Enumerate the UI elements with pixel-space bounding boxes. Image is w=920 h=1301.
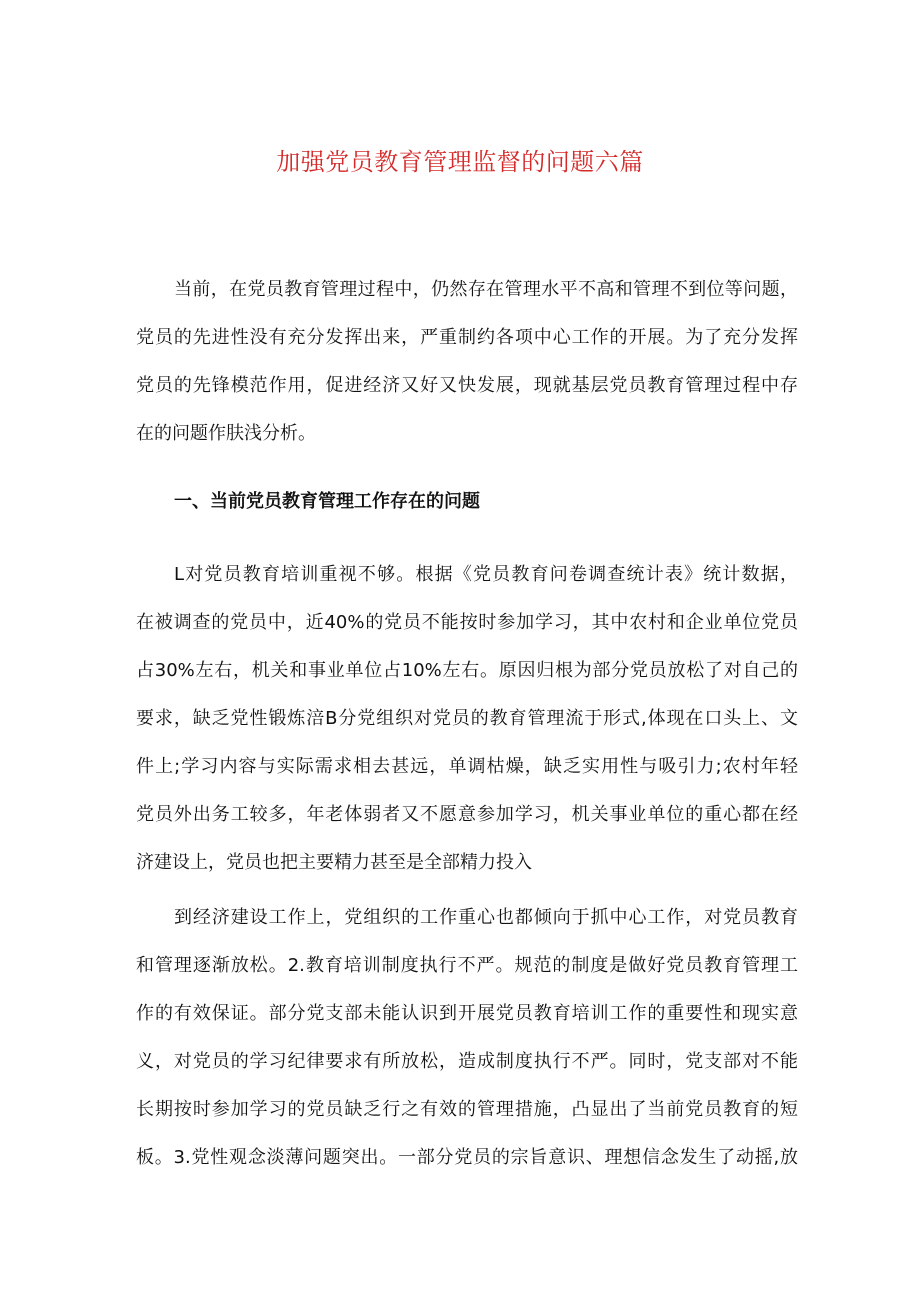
paragraph-line: 党员的先锋模范作用，促进经济又好又快发展，现就基层党员教育管理过程中存	[136, 375, 798, 396]
paragraph-line: 在被调查的党员中，近40%的党员不能按时参加学习，其中农村和企业单位党员	[136, 612, 798, 633]
paragraph-line: L对党员教育培训重视不够。根据《党员教育问卷调查统计表》统计数据，	[174, 564, 798, 585]
paragraph-line: 件上;学习内容与实际需求相去甚远，单调枯燥，缺乏实用性与吸引力;农村年轻	[136, 756, 798, 777]
paragraph-line: 板。3.党性观念淡薄问题突出。一部分党员的宗旨意识、理想信念发生了动摇,放	[136, 1147, 798, 1168]
paragraph-line: 要求，缺乏党性锻炼涪B分党组织对党员的教育管理流于形式,体现在口头上、文	[136, 708, 798, 729]
intro-paragraph	[136, 266, 798, 458]
paragraph-line: 作的有效保证。部分党支部未能认识到开展党员教育培训工作的重要性和现实意	[136, 1003, 798, 1024]
paragraph-line: 济建设上，党员也把主要精力甚至是全部精力投入	[136, 852, 532, 873]
paragraph-line: 在的问题作肤浅分析。	[136, 423, 316, 444]
paragraph-line: 义，对党员的学习纪律要求有所放松，造成制度执行不严。同时，党支部对不能	[136, 1051, 798, 1072]
paragraph-line: 占30%左右，机关和事业单位占10%左右。原因归根为部分党员放松了对自己的	[136, 660, 798, 681]
section-heading: 一、当前党员教育管理工作存在的问题	[174, 491, 480, 512]
document-title: 加强党员教育管理监督的问题六篇	[276, 148, 644, 176]
paragraph-line: 当前，在党员教育管理过程中，仍然存在管理水平不高和管理不到位等问题，	[174, 279, 798, 300]
problem-paragraph-1	[136, 551, 798, 887]
paragraph-line: 到经济建设工作上，党组织的工作重心也都倾向于抓中心工作，对党员教育	[174, 907, 798, 928]
paragraph-line: 党员的先进性没有充分发挥出来，严重制约各项中心工作的开展。为了充分发挥	[136, 327, 798, 348]
problem-paragraph-2	[136, 894, 798, 1182]
paragraph-line: 长期按时参加学习的党员缺乏行之有效的管理措施，凸显出了当前党员教育的短	[136, 1099, 798, 1120]
paragraph-line: 和管理逐渐放松。2.教育培训制度执行不严。规范的制度是做好党员教育管理工	[136, 955, 798, 976]
paragraph-line: 党员外出务工较多，年老体弱者又不愿意参加学习，机关事业单位的重心都在经	[136, 804, 798, 825]
